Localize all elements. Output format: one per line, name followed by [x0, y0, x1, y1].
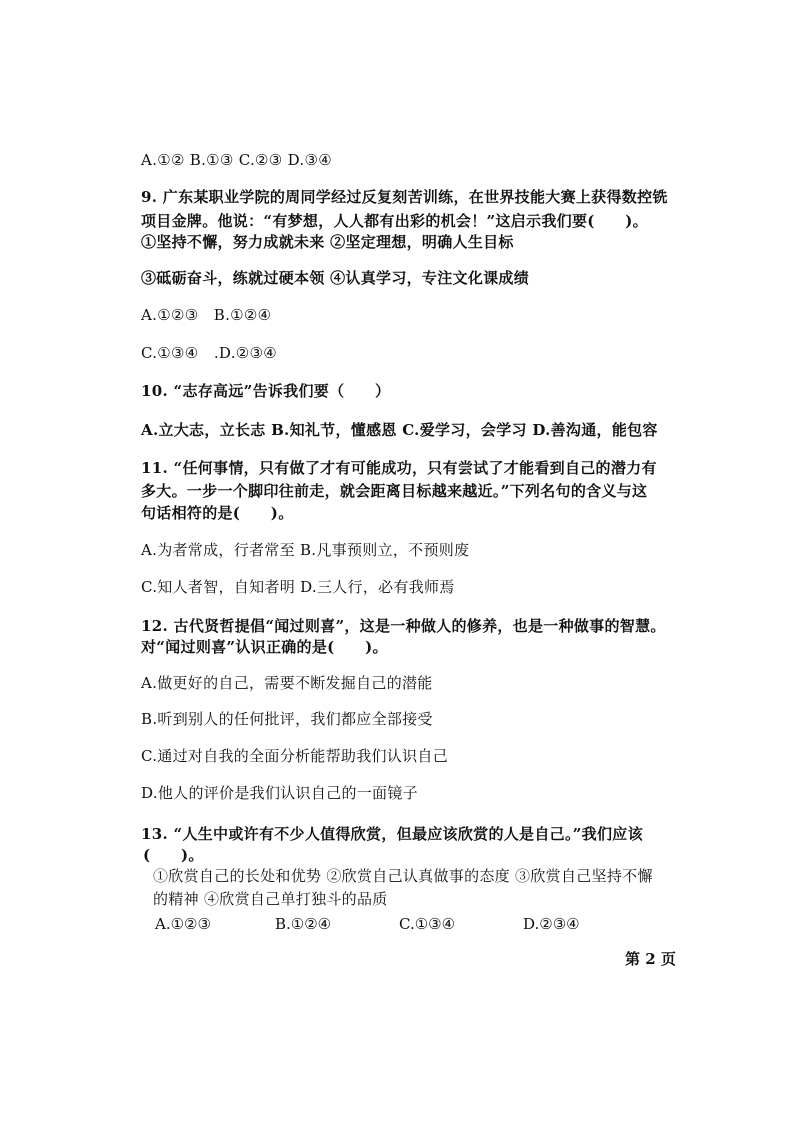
- q12-option-d: D.他人的评价是我们认识自己的一面镜子: [141, 784, 418, 802]
- q12-option-c: C.通过对自我的全面分析能帮助我们认识自己: [141, 747, 449, 765]
- q13-choices-line1: ①欣赏自己的长处和优势 ②欣赏自己认真做事的态度 ③欣赏自己坚持不懈: [153, 867, 653, 885]
- q9-stem-line1: 9. 广东某职业学院的周同学经过反复刻苦训练，在世界技能大赛上获得数控铣: [141, 188, 668, 206]
- q9-stem-line2: 项目金牌。他说：“有梦想，人人都有出彩的机会！”这启示我们要( )。: [141, 212, 648, 230]
- q11-options-line1: A.为者常成，行者常至 B.凡事预则立，不预则废: [141, 541, 470, 559]
- q13-stem-line1: 13. “人生中或许有不少人值得欣赏，但最应该欣赏的人是自己。”我们应该: [141, 825, 643, 843]
- q12-option-a: A.做更好的自己，需要不断发掘自己的潜能: [141, 674, 433, 692]
- q9-options-line2: C.①③④ .D.②③④: [141, 344, 278, 362]
- q11-stem-line3: 句话相符的是( )。: [141, 504, 294, 522]
- q10-options: A.立大志，立长志 B.知礼节，懂感恩 C.爱学习，会学习 D.善沟通，能包容: [141, 421, 658, 439]
- page-number: 第 2 页: [625, 950, 676, 968]
- q13-option-c: C.①③④: [399, 915, 456, 933]
- q8-options: A.①② B.①③ C.②③ D.③④: [141, 151, 332, 169]
- q10-stem: 10. “志存高远”告诉我们要（ ）: [141, 382, 391, 400]
- q13-option-a: A.①②③: [155, 915, 211, 933]
- q12-stem-line1: 12. 古代贤哲提倡“闻过则喜”，这是一种做人的修养，也是一种做事的智慧。: [141, 617, 666, 635]
- q11-stem-line2: 多大。一步一个脚印往前走，就会距离目标越来越近。”下列名句的含义与这: [141, 482, 648, 500]
- q11-options-line2: C.知人者智，自知者明 D.三人行，必有我师焉: [141, 578, 455, 596]
- q11-stem-line1: 11. “任何事情，只有做了才有可能成功，只有尝试了才能看到自己的潜力有: [141, 459, 657, 477]
- q13-option-d: D.②③④: [523, 915, 580, 933]
- q9-choices-line2: ③砥砺奋斗，练就过硬本领 ④认真学习，专注文化课成绩: [141, 269, 530, 287]
- q9-choices-line1: ①坚持不懈，努力成就未来 ②坚定理想，明确人生目标: [141, 233, 514, 251]
- q9-options-line1: A.①②③ B.①②④: [141, 306, 272, 324]
- q12-stem-line2: 对“闻过则喜”认识正确的是( )。: [141, 638, 388, 656]
- q13-stem-line2: ( )。: [143, 846, 204, 864]
- q12-option-b: B.听到别人的任何批评，我们都应全部接受: [141, 710, 433, 728]
- q13-choices-line2: 的精神 ④欣赏自己单打独斗的品质: [153, 890, 388, 908]
- q13-option-b: B.①②④: [275, 915, 332, 933]
